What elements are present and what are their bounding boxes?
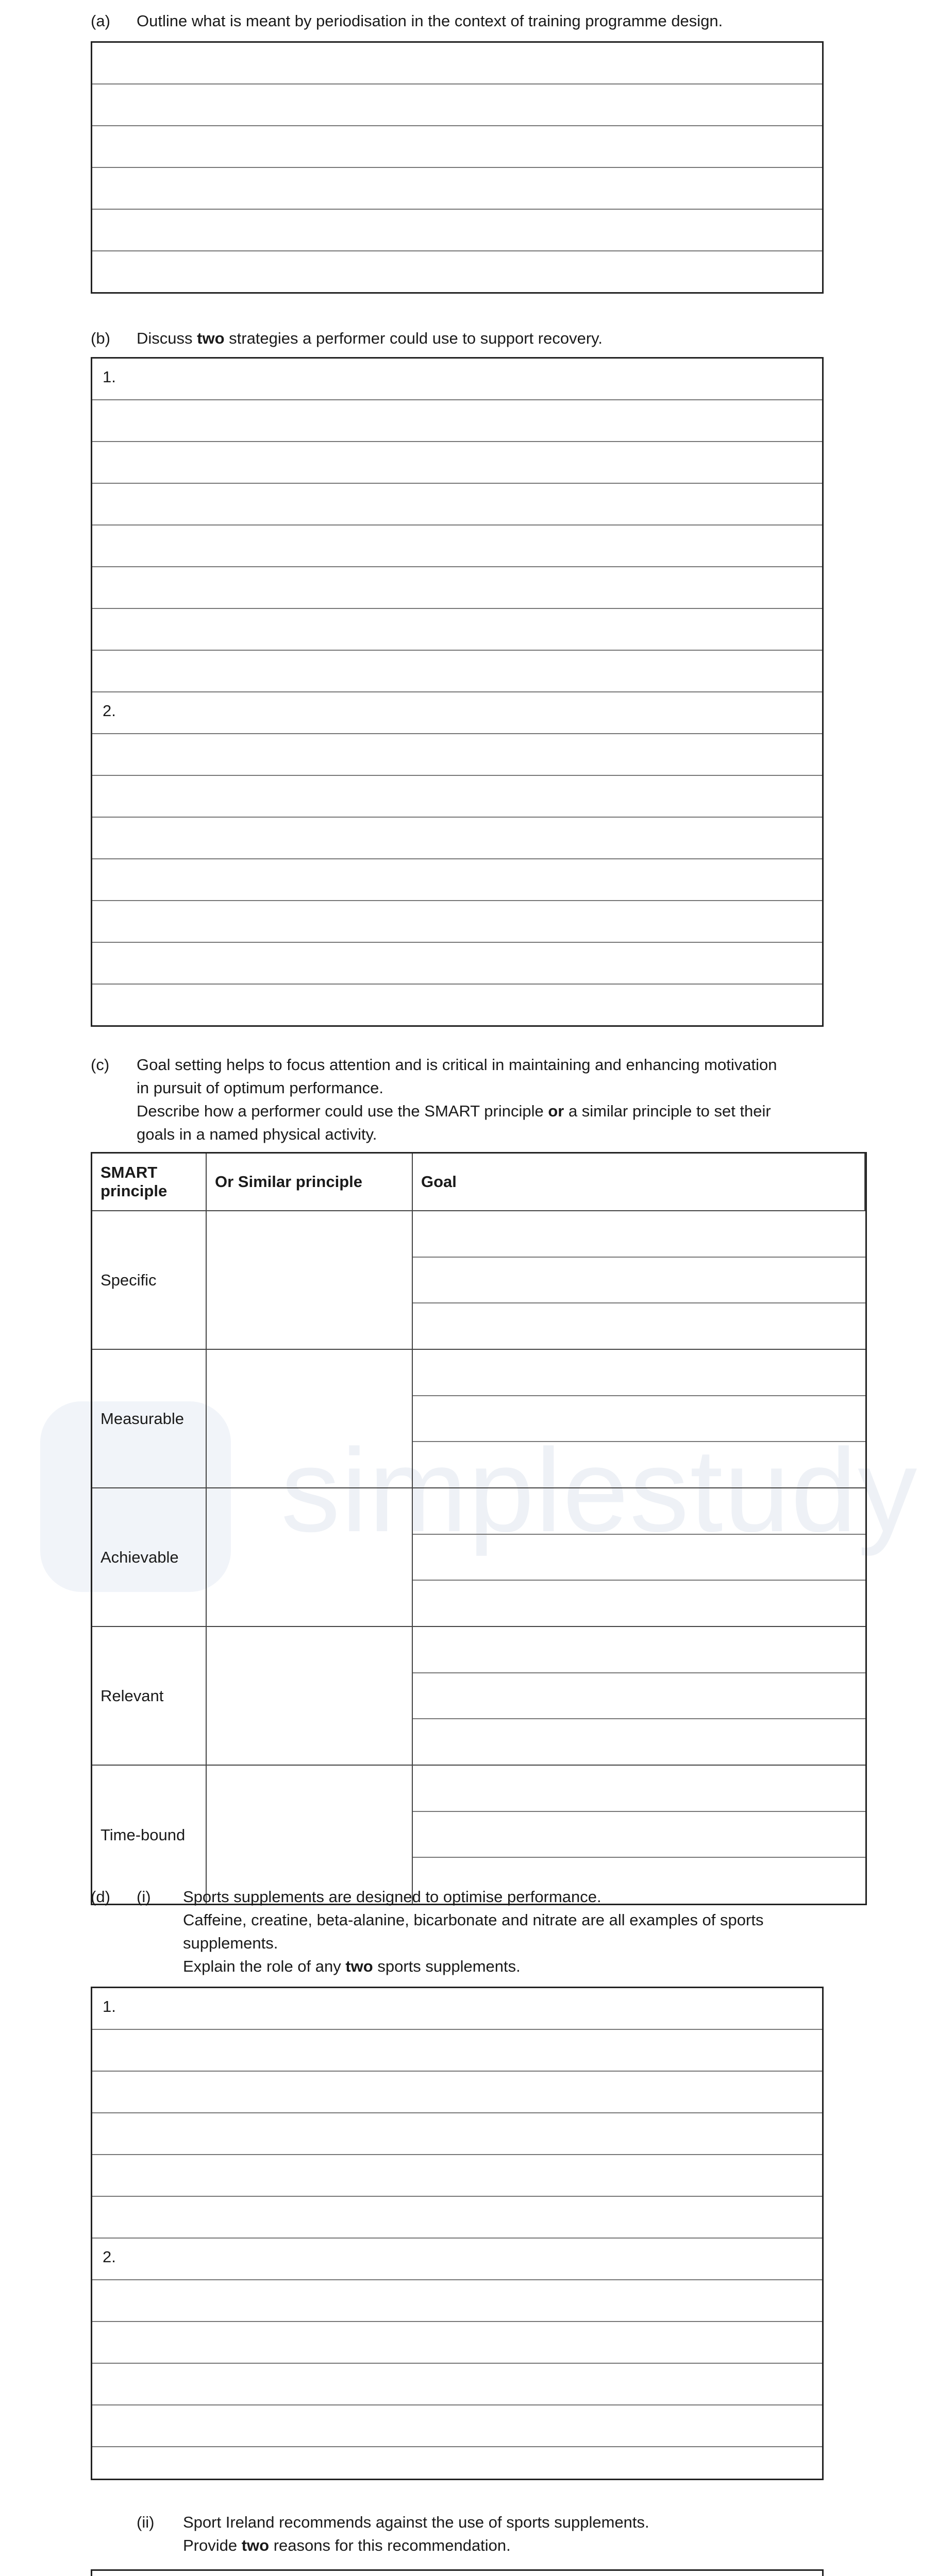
answer-line[interactable] — [92, 2322, 822, 2364]
answer-line[interactable] — [92, 2280, 822, 2322]
similar-cell[interactable] — [207, 1488, 413, 1627]
watermark-text: simplestudy — [281, 1424, 918, 1556]
answer-line[interactable] — [92, 567, 822, 609]
answer-line[interactable] — [92, 943, 822, 985]
goal-cell[interactable] — [413, 1350, 865, 1488]
question-d-i-line4: Explain the role of any two sports supplements. — [183, 1957, 521, 1975]
answer-line[interactable] — [92, 776, 822, 818]
question-b-label: (b) — [91, 329, 110, 347]
question-d-i-label: (i) — [137, 1888, 151, 1906]
answer-line[interactable] — [92, 2239, 822, 2280]
smart-header-principle: SMART principle — [92, 1154, 207, 1211]
question-a-text: Outline what is meant by periodisation in the context of training programme design. — [137, 12, 723, 30]
question-c-line4: goals in a named physical activity. — [137, 1125, 377, 1143]
goal-cell[interactable] — [413, 1766, 865, 1904]
answer-line[interactable] — [92, 859, 822, 901]
question-d-i-line3: supplements. — [183, 1934, 278, 1952]
answer-line[interactable] — [92, 692, 822, 734]
question-c-line3: Describe how a performer could use the SMART principle or a similar principle to set their — [137, 1102, 771, 1120]
answer-line[interactable] — [92, 168, 822, 210]
question-a-label: (a) — [91, 12, 110, 30]
answer-line[interactable] — [92, 2030, 822, 2072]
supplement-1-number: 1. — [103, 1997, 116, 2015]
answer-line[interactable] — [92, 901, 822, 943]
answer-line[interactable] — [92, 985, 822, 1026]
answer-line[interactable] — [92, 2447, 822, 2489]
answer-line[interactable] — [92, 442, 822, 484]
answer-box-a[interactable] — [91, 41, 824, 294]
answer-line[interactable] — [92, 359, 822, 400]
question-b-text: Discuss two strategies a performer could use to support recovery. — [137, 329, 603, 347]
answer-line[interactable] — [92, 2197, 822, 2239]
answer-box-d-ii[interactable] — [91, 2569, 824, 2576]
answer-line[interactable] — [92, 251, 822, 293]
question-d-i-line1: Sports supplements are designed to optimise performance. — [183, 1888, 601, 1906]
question-d-ii-line2: Provide two reasons for this recommendation. — [183, 2536, 511, 2554]
question-d-label: (d) — [91, 1888, 110, 1906]
answer-line[interactable] — [92, 1988, 822, 2030]
answer-line[interactable] — [92, 400, 822, 442]
question-d-ii-label: (ii) — [137, 2513, 155, 2531]
answer-line[interactable] — [92, 2405, 822, 2447]
similar-cell[interactable] — [207, 1627, 413, 1766]
smart-table — [91, 1152, 867, 1905]
answer-line[interactable] — [92, 2364, 822, 2405]
smart-row-relevant: Relevant — [92, 1627, 207, 1766]
answer-line[interactable] — [92, 484, 822, 526]
goal-cell[interactable] — [413, 1627, 865, 1766]
smart-row-measurable: Measurable — [92, 1350, 207, 1488]
smart-row-specific: Specific — [92, 1211, 207, 1350]
answer-line[interactable] — [92, 651, 822, 692]
answer-line[interactable] — [92, 43, 822, 84]
answer-line[interactable] — [92, 2571, 822, 2576]
answer-box-d-i[interactable] — [91, 1987, 824, 2480]
smart-header-goal: Goal — [413, 1154, 865, 1211]
question-c-line1: Goal setting helps to focus attention and is critical in maintaining and enhancing motivation — [137, 1056, 777, 1074]
answer-line[interactable] — [92, 609, 822, 651]
answer-line[interactable] — [92, 84, 822, 126]
question-d-ii-line1: Sport Ireland recommends against the use of sports supplements. — [183, 2513, 649, 2531]
similar-cell[interactable] — [207, 1211, 413, 1350]
smart-row-achievable: Achievable — [92, 1488, 207, 1627]
answer-line[interactable] — [92, 734, 822, 776]
answer-line[interactable] — [92, 2155, 822, 2197]
goal-cell[interactable] — [413, 1488, 865, 1627]
question-c-line2: in pursuit of optimum performance. — [137, 1079, 383, 1097]
strategy-1-number: 1. — [103, 368, 116, 386]
question-c-label: (c) — [91, 1056, 110, 1074]
smart-row-timebound: Time-bound — [92, 1766, 207, 1904]
answer-line[interactable] — [92, 526, 822, 567]
answer-line[interactable] — [92, 210, 822, 251]
similar-cell[interactable] — [207, 1766, 413, 1904]
answer-line[interactable] — [92, 818, 822, 859]
similar-cell[interactable] — [207, 1350, 413, 1488]
answer-line[interactable] — [92, 126, 822, 168]
strategy-2-number: 2. — [103, 702, 116, 720]
supplement-2-number: 2. — [103, 2248, 116, 2266]
question-d-i-line2: Caffeine, creatine, beta-alanine, bicarbonate and nitrate are all examples of sports — [183, 1911, 764, 1929]
answer-line[interactable] — [92, 2113, 822, 2155]
answer-line[interactable] — [92, 2072, 822, 2113]
goal-cell[interactable] — [413, 1211, 865, 1350]
answer-box-b[interactable] — [91, 357, 824, 1027]
smart-header-similar: Or Similar principle — [207, 1154, 413, 1211]
